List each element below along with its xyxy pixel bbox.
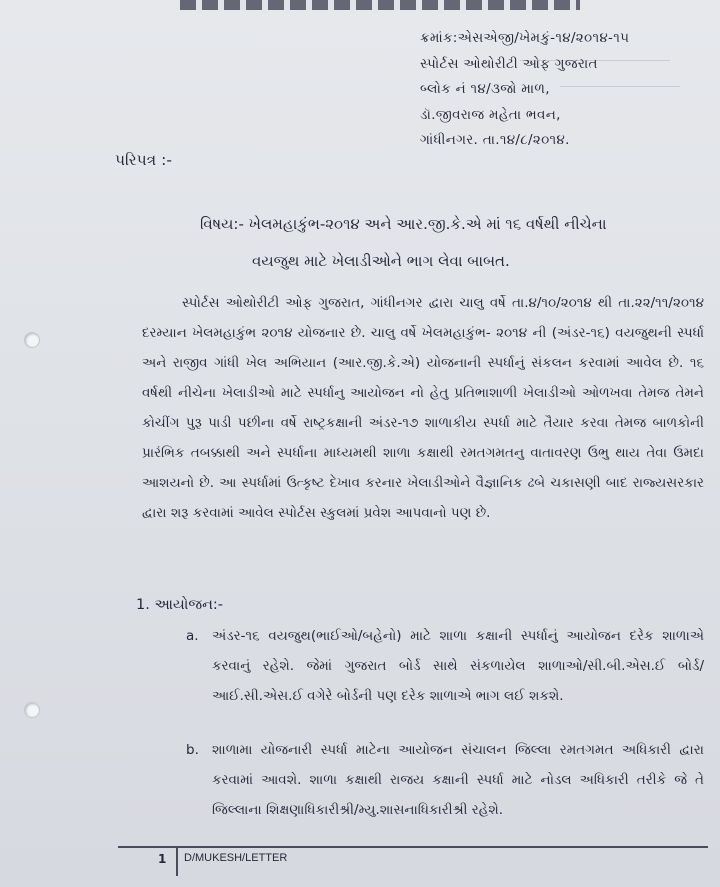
address-block: બ્લોક નં ૧૪/૩જો માળ, <box>420 81 550 97</box>
list-item <box>186 735 704 825</box>
address-building: ડૉ.જીવરાજ મહેતા ભવન, <box>420 106 561 123</box>
letter-reference-block <box>420 26 710 154</box>
list-item-text: અંડર-૧૬ વયજુથ(ભાઈઓ/બહેનો) માટે શાળા કક્ષાની સ્પર્ધાનું આયોજન દરેક શાળાએ કરવાનું રહેશે. જેમાં ગુજરાત બોર્ડ સાથે સંકળાયેલ શાળાઓ/સી.બી.એસ.ઈ બોર્ડ/આઈ.સી.એસ.ઈ વગેરે બોર્ડની પણ દરેક શાળાએ ભાગ લઈ શકશે. <box>212 628 704 704</box>
section-heading: 1. આયોજન:- <box>136 597 224 613</box>
list-item <box>186 621 704 711</box>
page-number: 1 <box>158 852 167 866</box>
place-date: ગાંધીનગર. તા.૧૪/૮/૨૦૧૪. <box>420 132 570 148</box>
cropped-letterhead <box>180 0 580 10</box>
punch-hole <box>24 332 40 348</box>
footer-separator <box>176 846 178 876</box>
list-marker: b. <box>186 742 199 758</box>
reference-number: ક્રમાંક:એસએજી/ખેમકું-૧૪/૨૦૧૪-૧૫ <box>420 30 630 46</box>
footer-reference: D/MUKESH/LETTER <box>184 852 288 864</box>
list-item-text: શાળામા યોજનારી સ્પર્ધા માટેના આયોજન સંચાલન જિલ્લા રમતગમત અધિકારી દ્વારા કરવામાં આવશે. શાળા કક્ષાથી રાજય કક્ષાની સ્પર્ધા માટે નોડલ અધિકારી તરીકે જે તે જિલ્લાના શિક્ષણાધિકારીશ્રી/મ્યુ.શાસનાધિકારીશ્રી રહેશે. <box>212 742 704 818</box>
subject-line-2: વયજુથ માટે ખેલાડીઓને ભાગ લેવા બાબત. <box>252 252 510 270</box>
footer-rule <box>118 846 708 848</box>
punch-hole <box>24 702 40 718</box>
subject-line-1: વિષય:- ખેલમહાકુંભ-૨૦૧૪ અને આર.જી.કે.એ માં ૧૬ વર્ષથી નીચેના <box>200 215 607 233</box>
list-marker: a. <box>186 628 199 644</box>
subject-block <box>200 206 700 280</box>
intro-paragraph: સ્પોર્ટસ ઓથોરીટી ઓફ ગુજરાત, ગાંધીનગર દ્વારા ચાલુ વર્ષે તા.૪/૧૦/૨૦૧૪ થી તા.૨૨/૧૧/૨૦૧૪ દરમ્યાન ખેલમહાકુંભ ૨૦૧૪ યોજનાર છે. ચાલુ વર્ષે ખેલમહાકુંભ- ૨૦૧૪ ની (અંડર-૧૬) વયજુથની સ્પર્ધા અને રાજીવ ગાંધી ખેલ અભિયાન (આર.જી.કે.એ) યોજનાની સ્પર્ધાનું સંકલન કરવામાં આવેલ છે. ૧૬ વર્ષથી નીચેના ખેલાડીઓ માટે સ્પર્ધાનુ આયોજન નો હેતુ પ્રતિભાશાળી ખેલાડીઓ ઓળખવા તેમજ તેમને કોચીંગ પુરૂ પાડી પછીના વર્ષે રાષ્ટ્રકક્ષાની અંડર-૧૭ શાળાકીય સ્પર્ધા માટે તૈયાર કરવા તેમજ બાળકોની પ્રારંભિક તબક્કાથી અને સ્પર્ધાના માધ્યમથી શાળા કક્ષાથી રમતગમતનુ વાતાવરણ ઉભુ થાય તેવા ઉમદા આશયનો છે. આ સ્પર્ધામાં ઉત્કૃષ્ટ દેખાવ કરનાર ખેલાડીઓને વૈજ્ઞાનિક ઢબે ચકાસણી બાદ રાજ્યસરકાર દ્વારા શરૂ કરવામાં આવેલ સ્પોર્ટસ સ્કુલમાં પ્રવેશ આપવાનો પણ છે. <box>142 295 704 521</box>
office-name: સ્પોર્ટસ ઓથોરીટી ઓફ ગુજરાત <box>420 55 598 72</box>
document-title: પરિપત્ર :- <box>115 151 172 169</box>
